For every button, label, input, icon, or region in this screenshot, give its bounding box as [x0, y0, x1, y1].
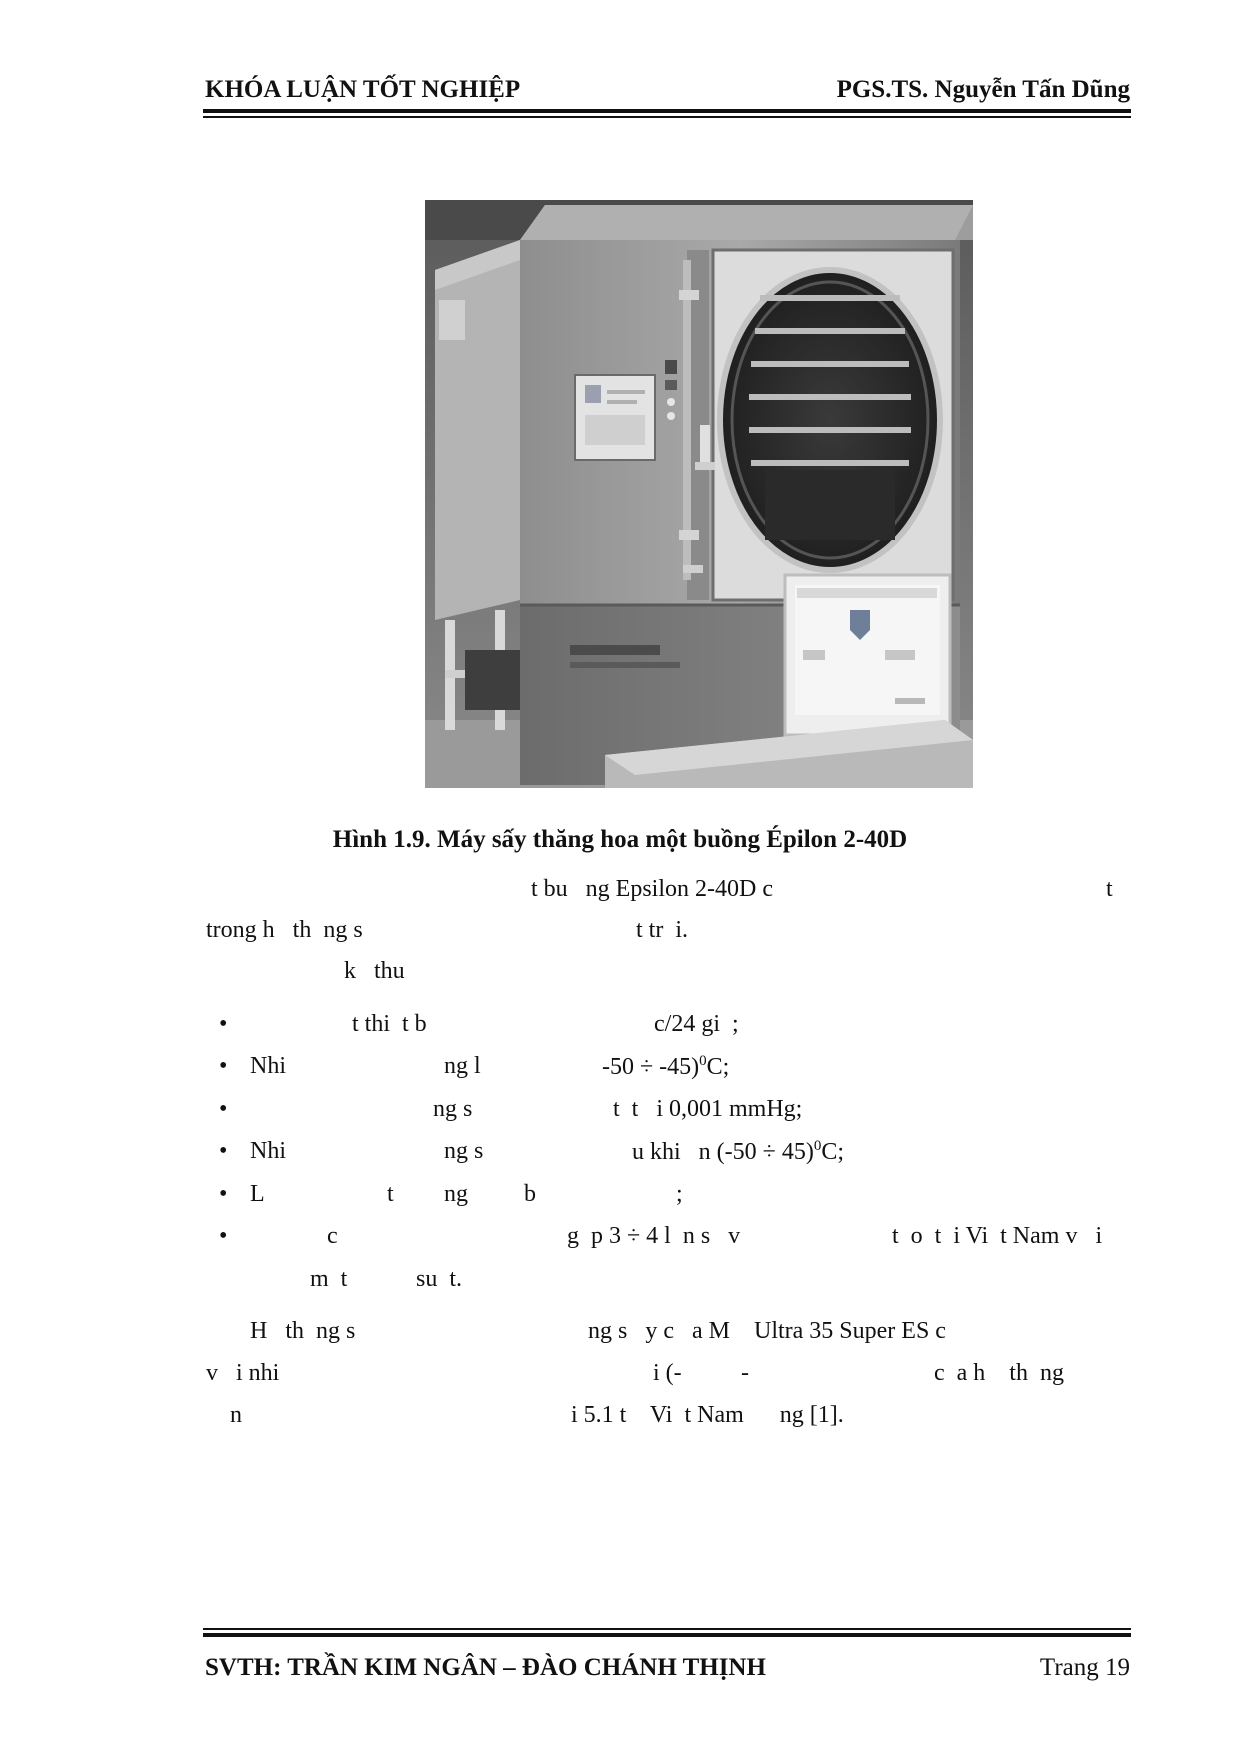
paragraph-2-text: i (-: [653, 1360, 682, 1386]
header-rule-thick: [203, 109, 1131, 113]
paragraph-2-text: n: [230, 1402, 242, 1428]
paragraph-2-text: -: [741, 1360, 749, 1386]
bullet-text: ;: [676, 1181, 683, 1207]
freeze-dryer-photo: [425, 200, 973, 788]
bullet-text: ng s: [433, 1096, 473, 1122]
bullet-marker: •: [219, 1181, 228, 1207]
bullet-text: t thi t b: [352, 1011, 427, 1037]
bullet-text: su t.: [416, 1266, 463, 1292]
paragraph-2-text: v i nhi: [206, 1360, 280, 1386]
bullet-marker: •: [219, 1096, 228, 1122]
header-rule-thin: [203, 116, 1131, 118]
bullet-text: c: [327, 1223, 338, 1249]
bullet-marker: •: [219, 1053, 228, 1079]
paragraph-2-text: ng s y c a M Ultra 35 Super ES c: [588, 1318, 946, 1344]
header-title: KHÓA LUẬN TỐT NGHIỆP: [205, 76, 521, 103]
bullet-text: u khi n $(-50 \div 45)^0C$;: [632, 1138, 845, 1165]
page-footer: [205, 1654, 1130, 1690]
bullet-text: c/24 gi ;: [654, 1011, 739, 1037]
page-number: Trang 19: [1039, 1654, 1130, 1681]
page-header: [205, 72, 1130, 108]
footer-authors: SVTH: TRẦN KIM NGÂN – ĐÀO CHÁNH THỊNH: [205, 1654, 766, 1681]
bullet-text: t: [387, 1181, 394, 1207]
bullet-text: ng l: [444, 1053, 481, 1079]
bullet-text: ng s: [444, 1138, 484, 1164]
footer-rule-thick: [203, 1633, 1131, 1637]
paragraph-2-text: H th ng s: [250, 1318, 356, 1344]
bullet-text: ng: [444, 1181, 468, 1207]
footer-rule-thin: [203, 1628, 1131, 1630]
paragraph-1-text: t tr i.: [636, 917, 688, 943]
paragraph-2-text: i 5.1 t Vi t Nam ng [1].: [571, 1402, 844, 1428]
bullet-marker: •: [219, 1011, 228, 1037]
paragraph-2-text: c a h th ng: [934, 1360, 1064, 1386]
bullet-text: t o t i Vi t Nam v i: [892, 1223, 1103, 1249]
bullet-text: Nhi: [250, 1053, 286, 1079]
bullet-text: g p 3 ÷ 4 l n s v: [567, 1223, 741, 1249]
figure-caption: Hình 1.9. Máy sấy thăng hoa một buồng Épilon 2-40D: [332, 826, 908, 853]
bullet-text: m t: [310, 1266, 348, 1292]
bullet-text: b: [524, 1181, 536, 1207]
paragraph-1-text: trong h th ng s: [206, 917, 363, 943]
bullet-marker: •: [219, 1223, 228, 1249]
bullet-marker: •: [219, 1138, 228, 1164]
paragraph-1-text: t: [1106, 876, 1113, 902]
header-author: PGS.TS. Nguyễn Tấn Dũng: [836, 76, 1130, 103]
bullet-text: -50 ÷ -45)$^0$C;: [602, 1053, 730, 1080]
bullet-text: L: [250, 1181, 265, 1207]
bullet-text: t t i 0,001 mmHg;: [613, 1096, 803, 1122]
bullet-text: Nhi: [250, 1138, 286, 1164]
paragraph-1-text: k thu: [344, 958, 405, 984]
paragraph-1-text: t bu ng Epsilon 2-40D c: [531, 876, 773, 902]
